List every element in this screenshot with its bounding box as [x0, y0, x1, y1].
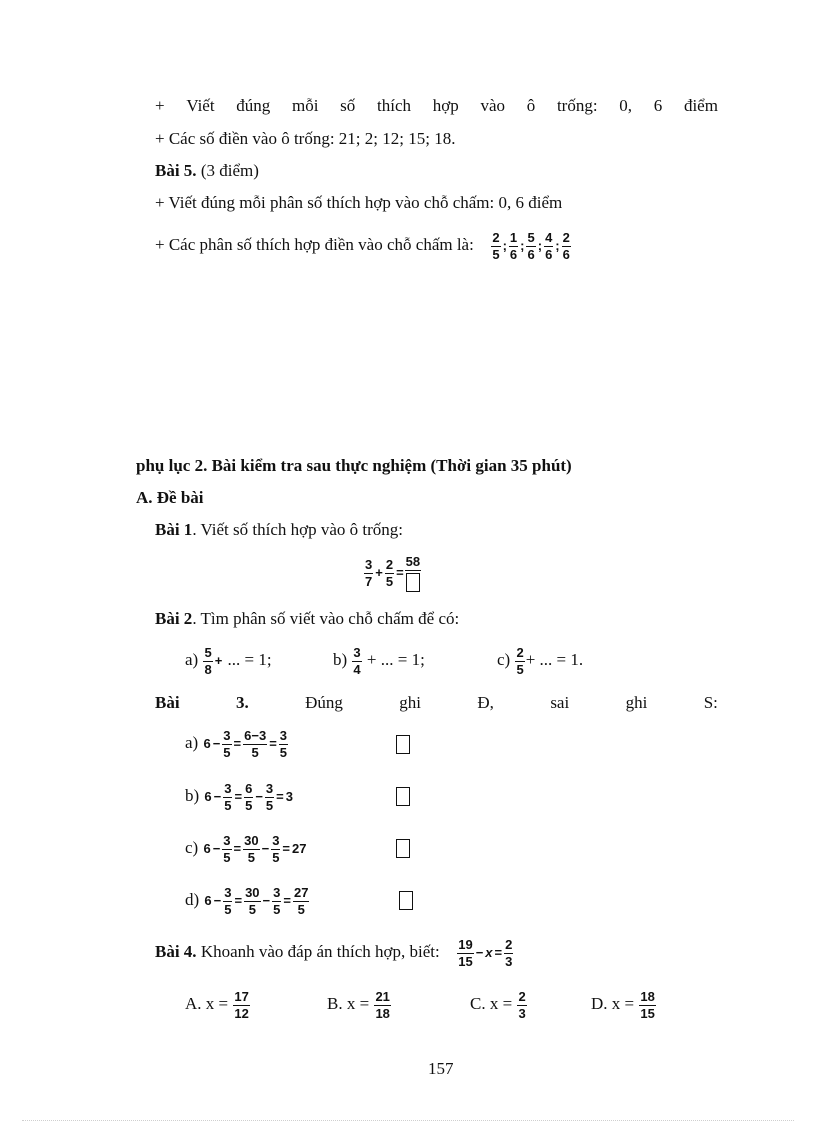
word: Viết [186, 96, 215, 115]
section-a-heading: A. Đề bài [136, 488, 204, 507]
word: Đ, [477, 693, 494, 712]
bai4-text: Khoanh vào đáp án thích hợp, biết: [196, 942, 440, 961]
bai1-equation [363, 553, 421, 592]
equals-sign: = [396, 565, 404, 580]
bai2-c-fraction: $\frac{2}{5}$ [516, 644, 524, 677]
item-label: d) [185, 890, 200, 909]
bai5-points: (3 điểm) [196, 161, 259, 180]
item-rest: ... = 1; [223, 650, 272, 669]
bai2-item-c [497, 641, 583, 679]
true-false-box-d[interactable] [399, 891, 413, 910]
bai2-b-fraction: $\frac{3}{4}$ [353, 644, 361, 677]
option-d[interactable]: D. x = $\frac{18}{15}$ [591, 988, 655, 1021]
page-number: 157 [428, 1059, 454, 1078]
word: số [340, 96, 356, 115]
word: hợp [432, 96, 459, 115]
word: + [155, 96, 165, 115]
bai5-heading [155, 161, 259, 181]
word: vào [480, 96, 505, 115]
footer-divider [22, 1120, 794, 1121]
separator: ; [555, 238, 560, 253]
word: S: [703, 693, 718, 712]
score-line-2: + Các số điền vào ô trống: 21; 2; 12; 15; 18. [155, 129, 456, 148]
bai4-title: Bài 4. [155, 942, 197, 961]
bai3-heading [155, 693, 718, 713]
answer-fraction-3: $\frac{5}{6}$ [527, 229, 535, 262]
word: 6 [653, 96, 663, 115]
item-rest: + ... = 1; [362, 650, 425, 669]
option-b[interactable]: B. x = $\frac{21}{18}$ [327, 988, 390, 1021]
bai1-heading [155, 520, 403, 540]
word: Bài [155, 693, 180, 712]
score-line-4-text: + Các phân số thích hợp điền vào chỗ chấm là: [155, 235, 474, 254]
word: điểm [683, 96, 718, 115]
word: sai [550, 693, 570, 712]
item-label: c) [185, 838, 199, 857]
answer-fraction-1: $\frac{2}{5}$ [492, 229, 500, 262]
word: thích [377, 96, 412, 115]
plus-sign: + [375, 565, 383, 580]
item-label: c) [497, 650, 511, 669]
true-false-box-b[interactable] [396, 787, 410, 806]
score-line-4 [155, 226, 572, 265]
option-a[interactable]: A. x = $\frac{17}{12}$ [185, 988, 249, 1021]
bai4-heading: Bài 4. Khoanh vào đáp án thích hợp, biết: $\frac{19}{15}$ − x = $\frac{2}{3}$ [155, 936, 513, 969]
bai3-item-b: b) 6 − $\frac{3}{5}$ = $\frac{6}{5}$ − $\frac{3}{5}$ = 3 [185, 780, 293, 813]
bai1-text: . Viết số thích hợp vào ô trống: [192, 520, 404, 539]
option-label: B. x = [327, 994, 370, 1013]
score-line-3: + Viết đúng mỗi phân số thích hợp vào chỗ chấm: 0, 6 điểm [155, 193, 563, 212]
bai1-result-fraction [405, 555, 421, 592]
bai2-item-a [185, 641, 272, 680]
word: đúng [236, 96, 271, 115]
answer-fraction-4: $\frac{4}{6}$ [545, 229, 553, 262]
word: mỗi [292, 96, 319, 115]
bai3-item-a: a) 6 − $\frac{3}{5}$ = $\frac{6-3}{5}$ = $\frac{3}{5}$ [185, 727, 288, 760]
true-false-box-c[interactable] [396, 839, 410, 858]
word: ô [526, 96, 536, 115]
bai1-fraction-2: $\frac{2}{5}$ [385, 556, 394, 589]
option-c[interactable]: C. x = $\frac{2}{3}$ [470, 988, 526, 1021]
word: ghi [625, 693, 648, 712]
bai3-item-c: c) 6 − $\frac{3}{5}$ = $\frac{30}{5}$ − $\frac{3}{5}$ = 27 [185, 832, 307, 865]
bai5-title: Bài 5. [155, 161, 197, 180]
word: trống: [556, 96, 598, 115]
word: 3. [235, 693, 249, 712]
bai3-item-d: d) 6 − $\frac{3}{5}$ = $\frac{30}{5}$ − $\frac{3}{5}$ = $\frac{27}{5}$ [185, 884, 309, 917]
item-label: a) [185, 733, 199, 752]
bai2-heading [155, 609, 459, 629]
bai2-text: . Tìm phân số viết vào chỗ chấm để có: [192, 609, 460, 628]
option-label: A. x = [185, 994, 229, 1013]
bai1-fraction-1: $\frac{3}{7}$ [365, 556, 373, 589]
answer-fraction-2: $\frac{1}{6}$ [509, 229, 518, 262]
item-rest: + ... = 1. [525, 650, 584, 669]
bai2-title: Bài 2 [155, 609, 193, 628]
option-label: C. x = [470, 994, 513, 1013]
bai4-fraction-1: $\frac{19}{15}$ [458, 936, 473, 969]
bai2-a-fraction: $\frac{5}{8}$ [204, 644, 212, 677]
word: Đúng [305, 693, 343, 712]
bai4-fraction-2: $\frac{2}{3}$ [505, 936, 513, 969]
option-label: D. x = [591, 994, 635, 1013]
true-false-box-a[interactable] [396, 735, 410, 754]
answer-fraction-5: $\frac{2}{6}$ [562, 229, 570, 262]
item-label: a) [185, 650, 199, 669]
bai1-title: Bài 1 [155, 520, 193, 539]
word: 0, [619, 96, 633, 115]
plus-sign: + [214, 653, 223, 668]
separator: ; [537, 238, 543, 253]
separator: ; [502, 238, 507, 253]
bai2-item-b [333, 641, 425, 679]
score-line-1 [155, 96, 718, 116]
answer-box[interactable] [406, 573, 420, 592]
item-label: b) [333, 650, 348, 669]
appendix-title: phụ lục 2. Bài kiểm tra sau thực nghiệm (Thời gian 35 phút) [136, 456, 572, 475]
separator: ; [520, 238, 525, 253]
bai1-result-numerator: 58 [405, 553, 421, 569]
word: ghi [399, 693, 421, 712]
item-label: b) [185, 786, 200, 805]
